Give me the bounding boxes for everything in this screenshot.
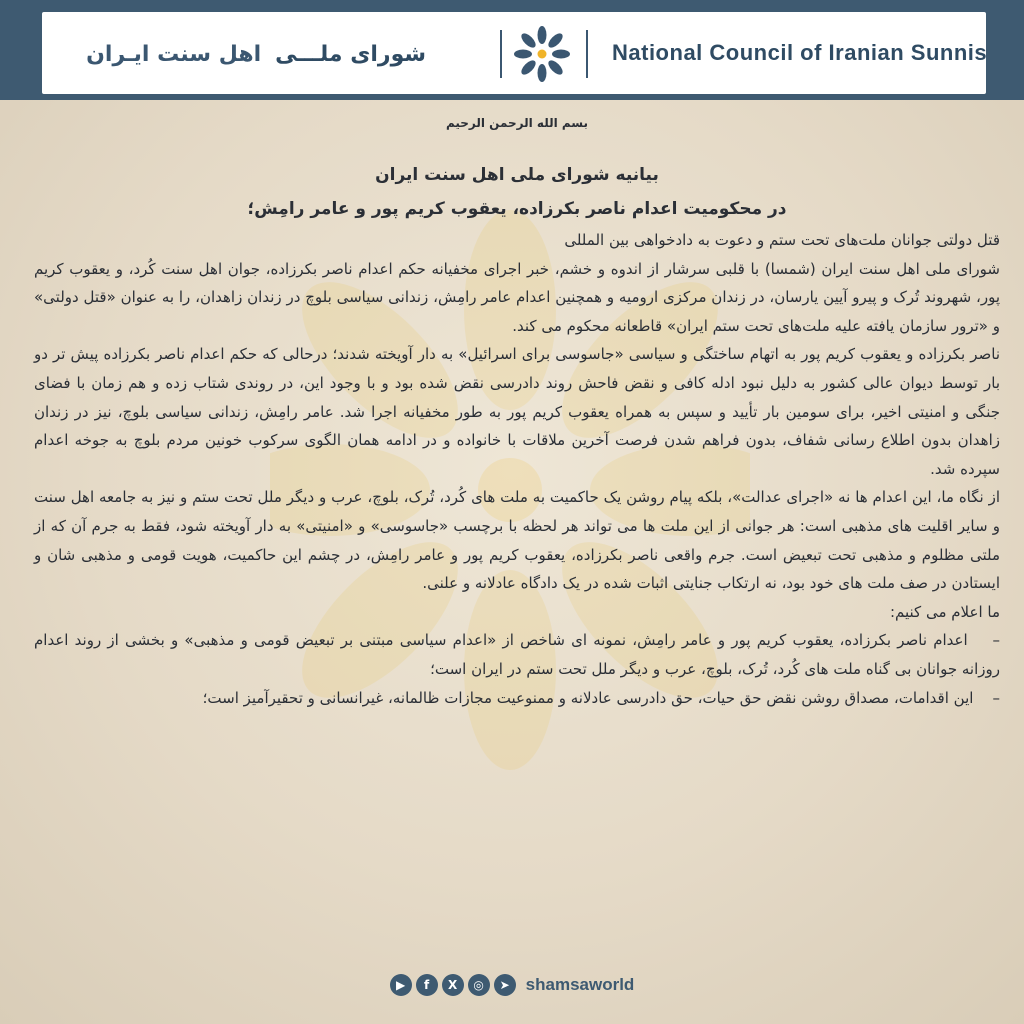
bullet-item-2 [34, 684, 1000, 713]
statement-title: بیانیه شورای ملی اهل سنت ایران [375, 165, 659, 185]
bullet-text-2: این اقدامات، مصداق روشن نقض حق حیات، حق دادرسی عادلانه و ممنوعیت مجازات ظالمانه، غیرانسانی و تحقیرآمیز است؛ [202, 688, 974, 707]
telegram-icon[interactable]: ➤ [494, 974, 516, 996]
statement-heading: در محکومیت اعدام ناصر بکرزاده، یعقوب کریم پور و عامر رامِش؛ [247, 199, 787, 219]
statement-body [34, 112, 1000, 712]
paragraph-3: از نگاه ما، این اعدام ها نه «اجرای عدالت»، بلکه پیام روشن یک حاکمیت به ملت های کُرد، تُرک، بلوچ، عرب و دیگر ملل تحت ستم و نیز به جامعه اهل سنت و سایر اقلیت های مذهبی است: هر جوانی از این ملت ها می تواند هر لحظه با برچسب «جاسوسی» و «امنیتی» به دار آویخته شود، فقط به جرم آن که از ملتی مظلوم و مذهبی تحت تبعیض است. جرم واقعی ناصر بکرزاده، یعقوب کریم پور و عامر رامِش، در چشم این حاکمیت، هویت قومی و مذهبی شان و ایستادن در صف ملت های خود بود، نه ارتکاب جنایتی اثبات شده در یک دادگاه عادلانه و علنی. [34, 488, 1000, 593]
persian-logo [86, 34, 426, 74]
social-handle[interactable]: shamsaworld [525, 975, 635, 994]
instagram-icon[interactable]: ◎ [468, 974, 490, 996]
paragraph-1: شورای ملی اهل سنت ایران (شمسا) با قلبی سرشار از اندوه و خشم، خبر اجرای مخفیانه حکم اعدام ناصر بکرزاده، جوان اهل سنت کُرد، و یعقوب کریم پور، شهروند تُرک و پیرو آیین یارسان، در زندان مرکزی ارومیه و همچنین اعدام عامر رامِش، زندانی سیاسی بلوچ در زندان زاهدان، را به عنوان «قتل دولتی» و «ترور سازمان یافته علیه ملت‌های تحت ستم ایران» قاطعانه محکوم می کند. [34, 259, 1000, 335]
bullet-marker: – [992, 631, 1000, 650]
logo-divider-right [586, 30, 588, 78]
facebook-icon[interactable]: f [416, 974, 438, 996]
logo-divider-left [500, 30, 502, 78]
bullet-text-1: اعدام ناصر بکرزاده، یعقوب کریم پور و عامر رامِش، نمونه ای شاخص از «اعدام سیاسی مبتنی بر تبعیض قومی و مذهبی» و بخشی از روند اعدام روزانه جوانان بی گناه ملت های کُرد، تُرک، بلوچ، عرب و دیگر ملل تحت ستم در ایران است؛ [34, 631, 1000, 678]
basmala: بسم الله الرحمن الرحیم [445, 116, 589, 130]
x-icon[interactable]: X [442, 974, 464, 996]
council-emblem-icon [512, 24, 572, 84]
header-banner [42, 12, 986, 94]
social-footer [0, 970, 1024, 1000]
english-logo: National Council of Iranian Sunnis [612, 40, 988, 65]
paragraph-2: ناصر بکرزاده و یعقوب کریم پور به اتهام ساختگی و سیاسی «جاسوسی برای اسرائیل» به دار آویخته شدند؛ درحالی که حکم اعدام ناصر بکرزاده پیش تر دو بار توسط دیوان عالی کشور به دلیل نبود ادله کافی و نقض فاحش روند دادرسی نقض شده بود و با وجود این، در روندی شتاب زده و هم زمان با فضای جنگی و امنیتی اخیر، برای سومین بار تأیید و سپس به همراه یعقوب کریم پور به طور مخفیانه اجرا شد. عامر رامِش، زندانی سیاسی بلوچ، نیز در زندان زاهدان بدون اطلاع رسانی شفاف، بدون فراهم شدن فرصت آخرین ملاقات با خانواده و در ادامه همان الگوی سرکوب خونین مردم بلوچ به جوخه اعدام سپرده شد. [34, 345, 1000, 478]
logo-fa-sub: اهل سنت ایـران [86, 41, 262, 67]
bullet-item-1 [34, 626, 1000, 683]
logo-fa-main: شورای ملـــی [275, 41, 426, 67]
bullet-marker: – [992, 688, 1000, 707]
youtube-icon[interactable]: ▶ [390, 974, 412, 996]
statement-subtitle: قتل دولتی جوانان ملت‌های تحت ستم و دعوت به دادخواهی بین المللی [564, 231, 1000, 249]
declaration-heading: ما اعلام می کنیم: [889, 602, 1000, 621]
